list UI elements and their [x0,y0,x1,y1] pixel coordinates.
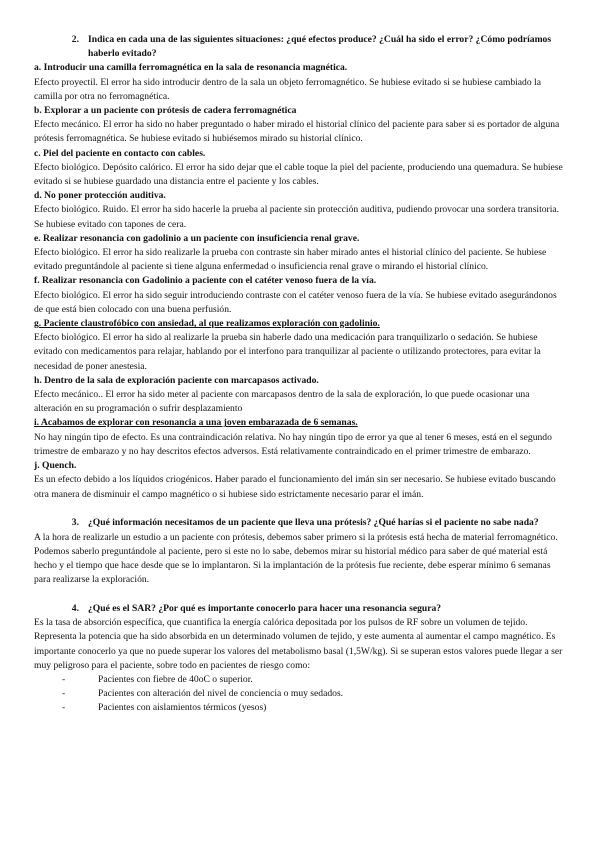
item-body: Efecto biológico. El error ha sido seguir introduciendo contraste con el catéter venoso fuera de la vía. Se hubiese evitado asegurándonos de que está bien colocado con una buena perfusión. [34,289,557,315]
question-2 [34,33,566,61]
item-b [34,104,566,147]
item-heading: f. Realizar resonancia con Gadolinio a paciente con el catéter venoso fuera de la vía. [34,275,377,287]
spacer [34,502,566,517]
bullet-dash: - [62,673,66,685]
list-item [34,673,566,687]
item-body: Efecto mecánico. El error ha sido no haber preguntado o haber mirado el historial clínico del paciente para saber si es portador de alguna prótesis ferromagnética. Se hubiese evitado si hubiésemos mirado su historial clínico. [34,119,560,145]
question-text: ¿Qué información necesitamos de un paciente que lleva una prótesis? ¿Qué harías si el paciente no sabe nada? [88,517,539,529]
answer-body: A la hora de realizarle un estudio a un paciente con prótesis, debemos saber primero si la prótesis está hecha de material ferromagnético. Podemos saberlo preguntándole al paciente, pero si este no lo sabe, debemos mirar su historial médico para saber de qué material está hecho y el tiempo que hace desde que se lo implantaron. Si la implantación de la prótesis fue reciente, debe esperar mínimo 6 semanas para realizarse la exploración. [34,531,558,586]
item-a [34,61,566,104]
question-number: 4. [71,602,79,614]
item-heading: a. Introducir una camilla ferromagnética en la sala de resonancia magnética. [34,62,348,74]
item-body: Efecto proyectil. El error ha sido introducir dentro de la sala un objeto ferromagnético. Se hubiese evitado si se hubiese cambiado la camilla por otra no ferromagnética. [34,76,541,102]
item-body: Efecto biológico. El error ha sido realizarle la prueba con contraste sin haber mirado antes el historial clínico del paciente. Se hubiese evitado preguntándole al paciente si tiene alguna enfermedad o insuficiencia renal grave o mirando el historial clínico. [34,247,547,273]
item-j [34,459,566,502]
item-heading: g. Paciente claustrofóbico con ansiedad, al que realizamos exploración con gadolinio. [34,318,380,330]
item-g [34,317,566,374]
item-heading: d. No poner protección auditiva. [34,190,166,202]
bullet-dash: - [62,702,66,714]
item-body: Efecto mecánico.. El error ha sido meter al paciente con marcapasos dentro de la sala de exploración, lo que puede ocasionar una alteración en su programación o sufrir desplazamiento [34,389,530,415]
question-3 [34,516,566,530]
bullet-dash: - [62,688,66,700]
item-heading: j. Quench. [34,460,77,472]
item-d [34,189,566,232]
item-body: Efecto biológico. Depósito calórico. El error ha sido dejar que el cable toque la piel del paciente, produciendo una quemadura. Se hubiese evitado si se hubiese guardado una distancia entre el paciente y los cables. [34,161,563,188]
risk-list [34,673,566,716]
list-item [34,701,566,715]
item-f [34,274,566,317]
item-i [34,416,566,459]
answer-body: Es la tasa de absorción específica, que cuantifica la energía calórica depositada por los pulsos de RF sobre un volumen de tejido. Representa la potencia que ha sido absorbida en un determinado volumen de tejido, y este aumenta al aumentar el campo magnético. Es importante conocerlo ya que no puede superar los valores del metabolismo basal (1,5W/kg). Si se superan estos valores puede llegar a ser muy peligroso para el paciente, sobre todo en pacientes de riesgo como: [34,617,563,671]
item-heading: c. Piel del paciente en contacto con cables. [34,147,206,159]
document-page [34,33,566,716]
item-body: No hay ningún tipo de efecto. Es una contraindicación relativa. No hay ningún tipo de error ya que al tener 6 meses, está en el segundo trimestre de embarazo y no hay descritos efectos adversos. Está relativamente contraindicado en el primer trimestre de embarazo. [34,431,552,457]
item-body: Efecto biológico. El error ha sido al realizarle la prueba sin haberle dado una medicación para tranquilizarlo o sedación. Se hubiese evitado con medicamentos para relajar, hablando por el interfono para tranquilizar al paciente o utilizando protectores, para evitar la necesidad de poner anestesia. [34,332,541,372]
item-body: Efecto biológico. Ruido. El error ha sido hacerle la prueba al paciente sin protección auditiva, pudiendo provocar una sordera transitoria. Se hubiese evitado con tapones de cera. [34,204,560,230]
list-item-text: Pacientes con aislamientos térmicos (yesos) [98,702,267,714]
item-h [34,374,566,417]
list-item [34,687,566,701]
question-text: Indica en cada una de las siguientes situaciones: ¿qué efectos produce? ¿Cuál ha sido el error? ¿Cómo podríamos haberlo evitado? [88,34,552,60]
item-c [34,147,566,190]
item-heading: b. Explorar a un paciente con prótesis de cadera ferromagnética [34,105,297,117]
list-item-text: Pacientes con fiebre de 40oC o superior. [98,673,253,685]
question-text: ¿Qué es el SAR? ¿Por qué es importante conocerlo para hacer una resonancia segura? [88,602,442,614]
item-heading: h. Dentro de la sala de exploración paciente con marcapasos activado. [34,374,319,386]
item-body: Es un efecto debido a los líquidos criogénicos. Haber parado el funcionamiento del imán sin ser necesario. Se hubiese evitado buscando otra manera de disminuir el campo magnético o si hubiese sido estrictamente necesario parar el imán. [34,474,556,500]
item-heading: i. Acabamos de explorar con resonancia a una joven embarazada de 6 semanas. [34,417,358,429]
spacer [34,587,566,602]
list-item-text: Pacientes con alteración del nivel de conciencia o muy sedados. [98,688,344,700]
item-e [34,232,566,275]
item-heading: e. Realizar resonancia con gadolinio a un paciente con insuficiencia renal grave. [34,232,360,244]
question-number: 2. [71,34,79,45]
question-number: 3. [71,517,79,529]
question-4 [34,602,566,616]
